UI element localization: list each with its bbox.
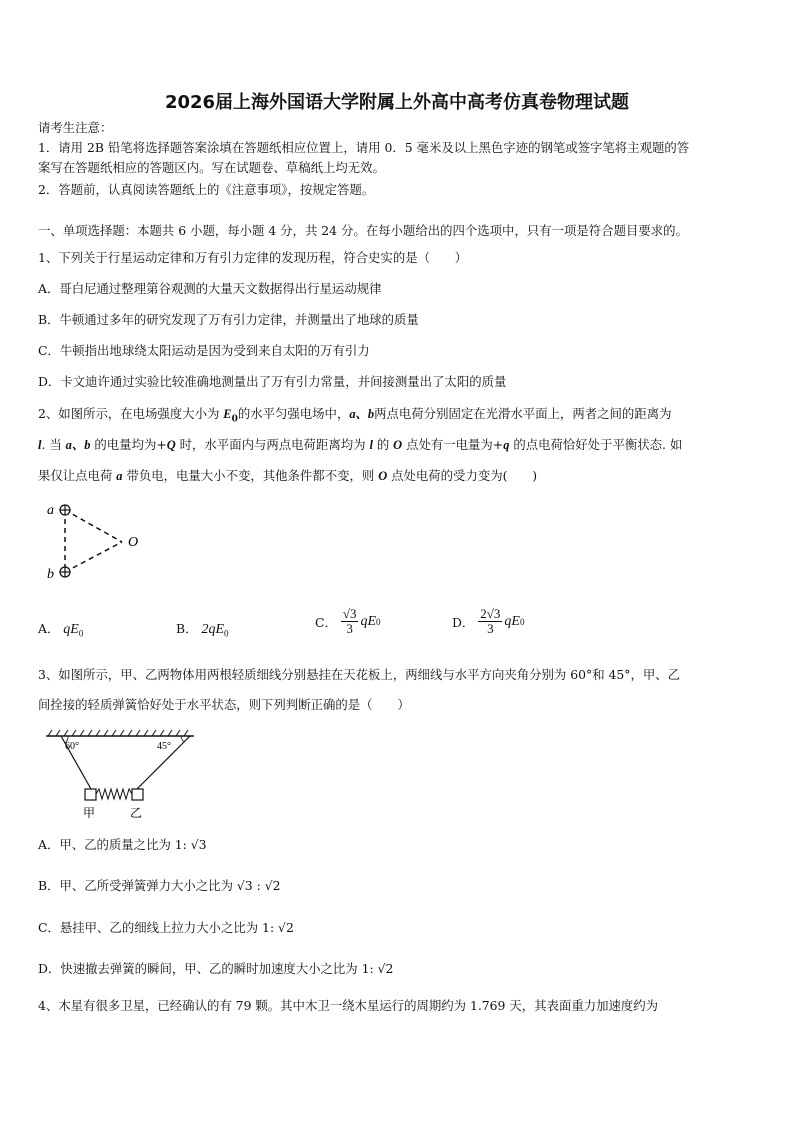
spring-icon — [96, 789, 132, 799]
label-a: a — [47, 503, 54, 518]
block-jia — [85, 789, 96, 800]
notice-item-1-cont: 案写在答题纸相应的答题区内。写在试题卷、草稿纸上均无效。 — [38, 160, 385, 175]
charge-a-icon — [60, 505, 70, 515]
label-b: b — [47, 567, 54, 582]
section-heading: 一、单项选择题：本题共 6 小题，每小题 4 分，共 24 分。在每小题给出的四个选项中，只有一项是符合题目要求的。 — [38, 223, 688, 238]
charge-b-icon — [60, 567, 70, 577]
ao-dashed-line — [65, 510, 122, 542]
angle-arc-45 — [181, 736, 184, 742]
question-4-stem: 4、木星有很多卫星，已经确认的有 79 颗。其中木卫一绕木星运行的周期约为 1.769 天，其表面重力加速度约为 — [38, 998, 659, 1013]
q3-stem-line-2: 间拴接的轻质弹簧恰好处于水平状态，则下列判断正确的是（ ） — [38, 697, 410, 712]
q2-stem-line-2: l. 当 a、b 的电量均为+Q 时，水平面内与两点电荷距离均为 l 的 O 点处有一电量为+q 的点电荷恰好处于平衡状态. 如 — [38, 437, 683, 452]
q3-spring-figure — [42, 726, 202, 821]
block-yi — [132, 789, 143, 800]
q2-stem-line-3: 果仅让点电荷 a 带负电，电量大小不变，其他条件都不变，则 O 点处电荷的受力变为( ) — [38, 468, 538, 483]
q2-option-a: A． $qE_0$ — [38, 621, 84, 639]
q2-option-d: D． $\frac{2√3}{3}$ qE 0 — [452, 606, 525, 636]
q2-stem-line-1: 2、如图所示，在电场强度大小为 $E_0$的水平匀强电场中，a、b两点电荷分别固定在光滑水平面上，两者之间的距离为 — [38, 406, 672, 425]
q1-option-c: C．牛顿指出地球绕太阳运动是因为受到来自太阳的万有引力 — [38, 343, 370, 358]
notice-item-1: 1．请用 2B 铅笔将选择题答案涂填在答题纸相应位置上，请用 0．5 毫米及以上黑色字迹的钢笔或签字笔将主观题的答 — [38, 140, 690, 155]
q1-option-a: A．哥白尼通过整理第谷观测的大量天文数据得出行星运动规律 — [38, 281, 382, 296]
angle-label-60: 60° — [65, 741, 79, 752]
notice-item-2: 2．答题前，认真阅读答题纸上的《注意事项》，按规定答题。 — [38, 182, 375, 197]
q2-option-b: B． $2qE_0$ — [176, 621, 229, 639]
notice-heading: 请考生注意： — [38, 120, 113, 135]
q3-option-c: C．悬挂甲、乙的细线上拉力大小之比为 1: √2 — [38, 920, 294, 935]
label-jia: 甲 — [83, 806, 96, 820]
page-title: 2026届上海外国语大学附属上外高中高考仿真卷物理试题 — [164, 92, 630, 113]
q3-option-a: A．甲、乙的质量之比为 1: √3 — [38, 837, 207, 852]
q1-option-d: D．卡文迪许通过实验比较准确地测量出了万有引力常量，并间接测量出了太阳的质量 — [38, 374, 507, 389]
label-o: O — [128, 535, 139, 550]
q3-stem-line-1: 3、如图所示，甲、乙两物体用两根轻质细线分别悬挂在天花板上，两细线与水平方向夹角分别为 60°和 45°，甲、乙 — [38, 667, 681, 682]
q3-option-b: B．甲、乙所受弹簧弹力大小之比为 √3 : √2 — [38, 878, 281, 893]
q2-charge-figure — [40, 500, 150, 585]
angle-label-45: 45° — [157, 741, 171, 752]
q1-option-b: B．牛顿通过多年的研究发现了万有引力定律，并测量出了地球的质量 — [38, 312, 419, 327]
q1-stem: 1、下列关于行星运动定律和万有引力定律的发现历程，符合史实的是（ ） — [38, 250, 468, 265]
q3-option-d: D．快速撤去弹簧的瞬间，甲、乙的瞬时加速度大小之比为 1: √2 — [38, 961, 394, 976]
ceiling-hatch-icon — [46, 730, 194, 736]
label-yi: 乙 — [130, 806, 143, 820]
q2-option-c: C． $\frac{√3}{3}$ qE 0 — [315, 606, 381, 636]
bo-dashed-line — [65, 542, 122, 572]
